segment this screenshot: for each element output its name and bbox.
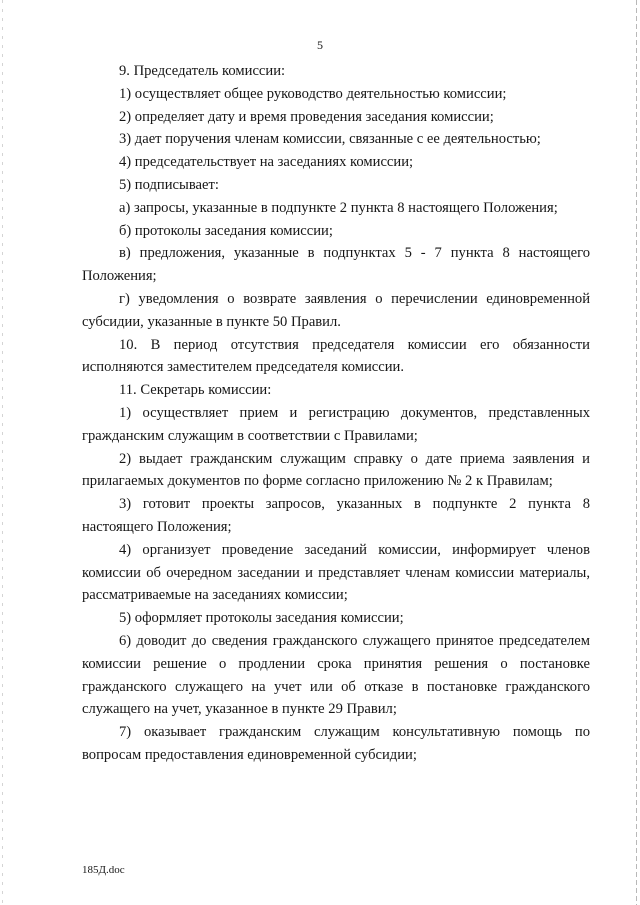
- paragraph: 1) осуществляет общее руководство деятельностью комиссии;: [119, 85, 507, 102]
- paragraph: 6) доводит до сведения гражданского служащего принятое председателем комиссии решение о продлении срока принятия решения о постановке гражданского служащего на учет или об отказе в постановке гражданского служащего на учет, указанное в пункте 29 Правил;: [82, 632, 590, 718]
- paragraph: а) запросы, указанные в подпункте 2 пункта 8 настоящего Положения;: [119, 199, 558, 216]
- page-number: 5: [317, 38, 323, 52]
- paragraph: 3) готовит проекты запросов, указанных в подпункте 2 пункта 8 настоящего Положения;: [82, 496, 590, 535]
- paragraph: 4) председательствует на заседаниях комиссии;: [119, 154, 414, 171]
- paragraph: б) протоколы заседания комиссии;: [119, 222, 333, 239]
- paragraph: 9. Председатель комиссии:: [119, 63, 286, 79]
- paragraph: 10. В период отсутствия председателя комиссии его обязанности исполняются заместителем председателя комиссии.: [82, 336, 590, 376]
- paragraph: 5) подписывает:: [119, 176, 219, 193]
- scan-edge-right: [636, 0, 637, 905]
- paragraph: г) уведомления о возврате заявления о перечислении единовременной субсидии, указанные в пункте 50 Правил.: [82, 290, 590, 330]
- paragraph: в) предложения, указанные в подпунктах 5 - 7 пункта 8 настоящего Положения;: [82, 245, 590, 285]
- paragraph: 2) определяет дату и время проведения заседания комиссии;: [119, 108, 494, 125]
- paragraph: 1) осуществляет прием и регистрацию документов, представленных гражданским служащим в соответствии с Правилами;: [82, 404, 590, 444]
- document-body: [82, 60, 590, 767]
- scan-edge-left: [2, 0, 3, 905]
- paragraph: 3) дает поручения членам комиссии, связанные с ее деятельностью;: [119, 131, 541, 148]
- paragraph: 5) оформляет протоколы заседания комиссии;: [119, 610, 404, 627]
- paragraph: 4) организует проведение заседаний комиссии, информирует членов комиссии об очередном заседании и представляет членам комиссии материалы, рассматриваемые на заседаниях комиссии;: [82, 541, 590, 604]
- footer-filename: 185Д.doc: [82, 864, 125, 876]
- paragraph: 11. Секретарь комиссии:: [119, 382, 272, 399]
- paragraph: 7) оказывает гражданским служащим консультативную помощь по вопросам предоставления единовременной субсидии;: [82, 724, 590, 763]
- paragraph: 2) выдает гражданским служащим справку о дате приема заявления и прилагаемых документов по форме согласно приложению № 2 к Правилам;: [82, 450, 590, 490]
